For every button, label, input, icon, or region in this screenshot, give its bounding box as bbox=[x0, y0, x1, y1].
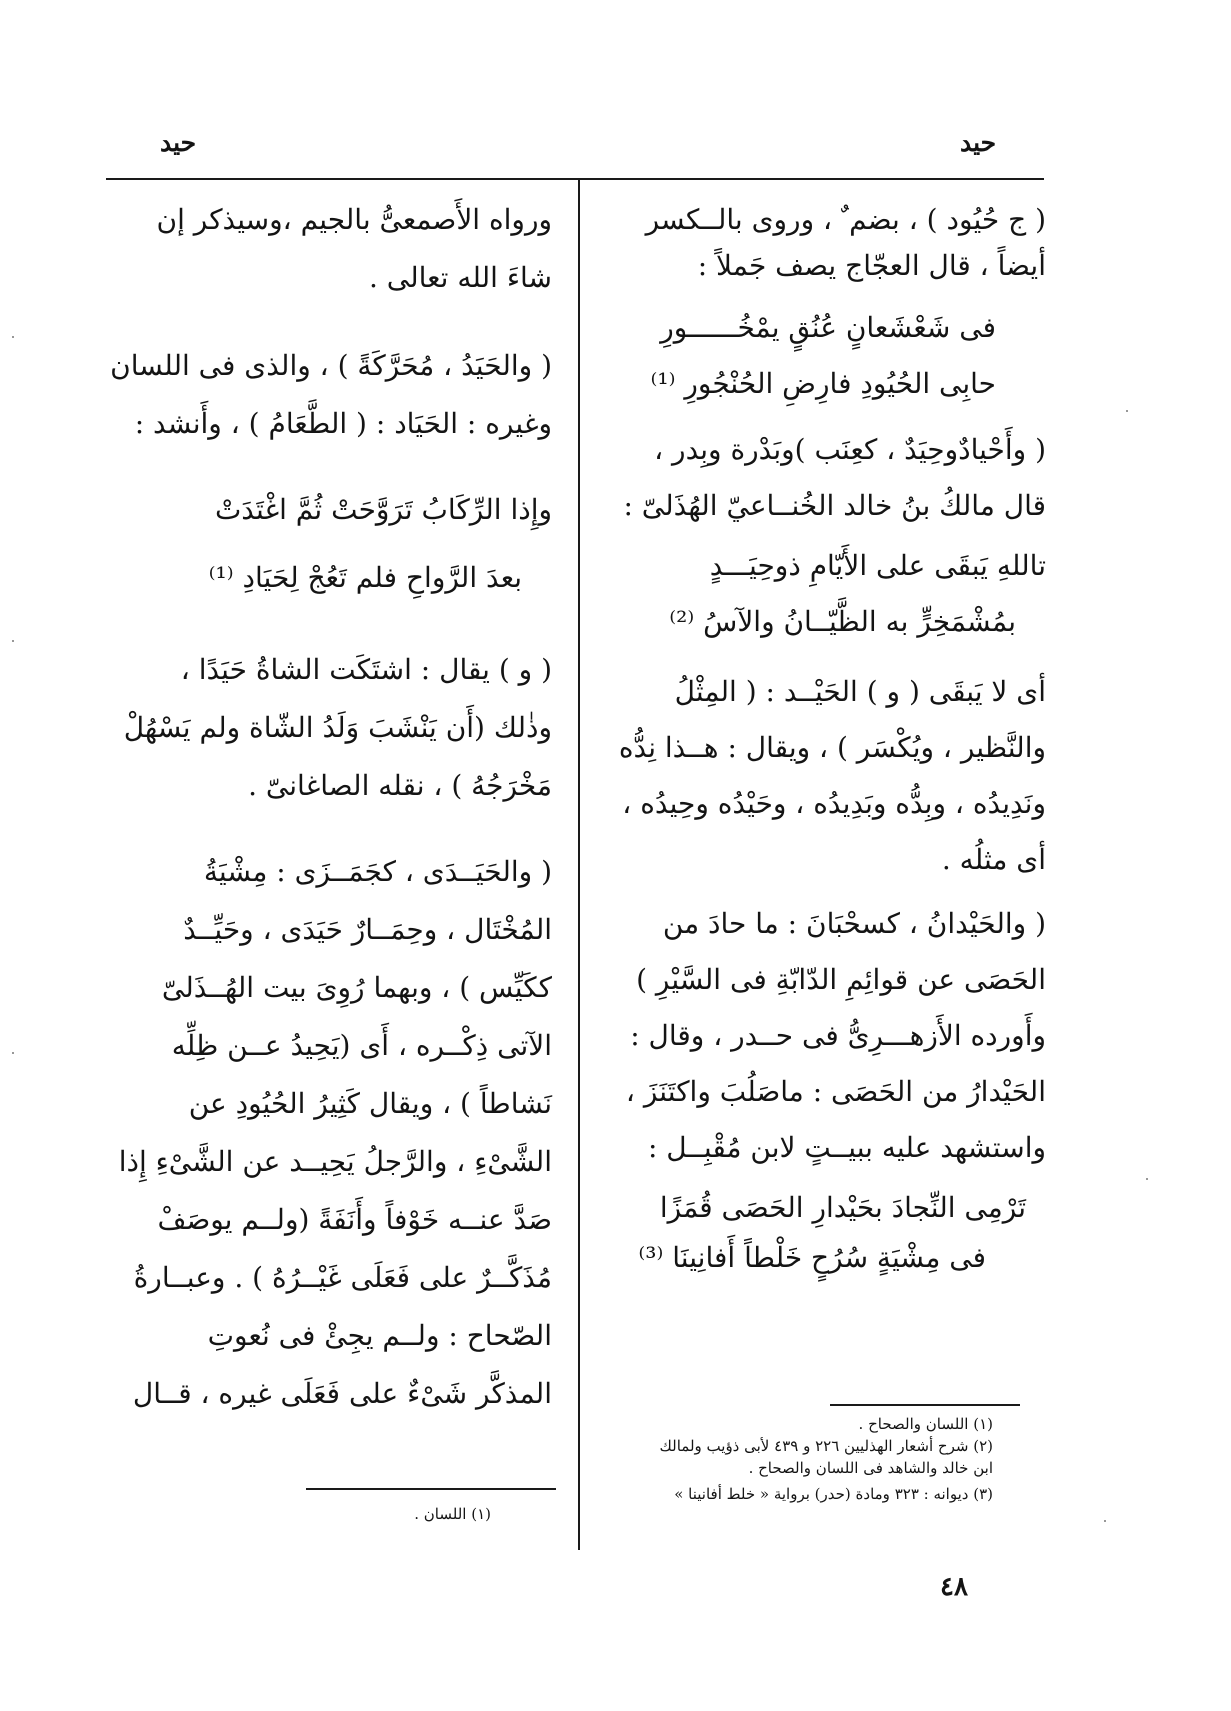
header-rule bbox=[106, 178, 1044, 180]
scan-speck bbox=[12, 336, 14, 338]
scan-speck bbox=[1104, 1520, 1106, 1522]
scan-speck bbox=[12, 640, 14, 642]
text-line: ( والحَيْدانُ ، كسحْبَانَ : ما حادَ من bbox=[662, 907, 1046, 940]
text-line: الآتى ذِكْــره ، أَى (يَحِيدُ عــن ظِلِّه bbox=[171, 1029, 552, 1062]
text-line: مُذَكَّــرٌ على فَعَلَى غَيْــرُهُ ) . وعبــارةُ bbox=[133, 1261, 552, 1294]
footnote-rule-right bbox=[830, 1404, 1020, 1406]
text-line: وغيره : الحَيَاد : ( الطَّعَامُ ) ، وأَنشد : bbox=[134, 407, 552, 440]
footnote: (١) اللسان والصحاح . bbox=[858, 1415, 993, 1433]
text-line: أيضاً ، قال العجّاج يصف جَملاً : bbox=[697, 249, 1046, 282]
footnote: ابن خالد والشاهد فى اللسان والصحاح . bbox=[748, 1459, 993, 1477]
text-line: وأَورده الأَزهـــرِىُّ فى حــدر ، وقال : bbox=[630, 1019, 1046, 1052]
text-line: والنَّظير ، ويُكْسَر ) ، ويقال : هــذا نِدُّه bbox=[618, 731, 1046, 764]
text-line: أى لا يَبقَى ( و ) الحَيْــد : ( المِثْلُ bbox=[674, 675, 1046, 708]
verse-line: بمُشْمَخِرٍّ به الظَّيّــانُ والآسُ ⁽²⁾ bbox=[669, 605, 1016, 638]
footnote: (١) اللسان . bbox=[414, 1505, 491, 1523]
verse-line: فى مِشْيَةٍ سُرُحٍ خَلْطاً أَفانِينَا ⁽³⁾ bbox=[638, 1241, 986, 1274]
footnote: (٢) شرح أشعار الهذليين ٢٢٦ و ٤٣٩ لأبى ذؤيب ولمالك bbox=[659, 1437, 993, 1455]
running-header-left: حيد bbox=[160, 128, 197, 157]
verse-line: تَرْمِى النِّجادَ بحَيْدارِ الحَصَى قُمَزًا bbox=[659, 1191, 1026, 1224]
text-line: ( والحَيَــدَى ، كجَمَــزَى : مِشْيَةُ bbox=[203, 855, 552, 888]
text-line: ككَيِّس ) ، وبهما رُوِىَ بيت الهُــذَلىّ bbox=[161, 971, 552, 1004]
column-divider bbox=[578, 180, 580, 1550]
footnote-rule-left bbox=[306, 1488, 556, 1490]
verse-line: فى شَعْشَعانٍ عُنُقٍ يمْخُــــــورِ bbox=[660, 311, 996, 344]
page-number: ٤٨ bbox=[940, 1572, 968, 1602]
verse-line: وإِذا الرِّكَابُ تَرَوَّحَتْ ثُمَّ اغْتَدَتْ bbox=[214, 493, 552, 526]
text-line: ( وأَحْيادٌوحِيَدٌ ، كعِنَب )وبَدْرة وبِدر ، bbox=[654, 433, 1046, 466]
text-line: ( ج حُيُود ) ، بضم ٌ ، وروى بالــكسر bbox=[645, 203, 1046, 236]
text-line: المذكَّر شَىْءٌ على فَعَلَى غيره ، قــال bbox=[132, 1377, 552, 1410]
text-line: ونَدِيدُه ، وبِدُّه وبَدِيدُه ، وحَيْدُه وحِيدُه ، bbox=[622, 787, 1046, 820]
scan-speck bbox=[12, 1052, 14, 1054]
text-line: شاءَ الله تعالى . bbox=[368, 261, 552, 294]
scan-speck bbox=[1126, 410, 1128, 412]
text-line: ورواه الأَصمعىُّ بالجيم ،وسيذكر إن bbox=[156, 203, 552, 236]
text-line: الحَصَى عن قوائِمِ الدّابّةِ فى السَّيْرِ ) bbox=[636, 963, 1046, 996]
text-line: المُخْتَال ، وحِمَــارٌ حَيَدَى ، وحَيِّــدٌ bbox=[183, 913, 552, 946]
text-line: واستشهد عليه ببيــتٍ لابن مُقْبِــل : bbox=[647, 1131, 1046, 1164]
text-line: مَخْرَجُهُ ) ، نقله الصاغانىّ . bbox=[248, 769, 552, 802]
text-line: الصّحاح : ولــم يجِئْ فى نُعوتِ bbox=[207, 1319, 552, 1352]
text-line: صَدَّ عنــه خَوْفاً وأَنَفَةً (ولــم يوصَفْ bbox=[157, 1203, 552, 1236]
verse-line: تاللهِ يَبقَى على الأَيّامِ ذوحِيَـــدٍ bbox=[709, 549, 1046, 582]
text-line: نَشاطاً ) ، ويقال كَثِيرُ الحُيُودِ عن bbox=[188, 1087, 552, 1120]
verse-line: حابِى الحُيُودِ فارِضِ الحُنْجُورِ ⁽¹⁾ bbox=[650, 367, 996, 400]
running-header-right: حيد bbox=[960, 128, 997, 157]
text-line: أى مثلُه . bbox=[941, 843, 1046, 876]
text-line: ( والحَيَدُ ، مُحَرَّكَةً ) ، والذى فى اللسان bbox=[110, 349, 552, 382]
scan-speck bbox=[1146, 1178, 1148, 1180]
text-line: الحَيْدارُ من الحَصَى : ماصَلُبَ واكتَنَزَ ، bbox=[625, 1075, 1046, 1108]
text-line: قال مالكُ بنُ خالد الخُنــاعيّ الهُذَلىّ : bbox=[623, 489, 1046, 522]
text-line: الشَّىْءِ ، والرَّجلُ يَحِيــد عن الشَّىْءِ إِذا bbox=[118, 1145, 552, 1178]
footnote: (٣) ديوانه : ٣٢٣ ومادة (حدر) برواية « خلط أفانينا » bbox=[674, 1485, 993, 1503]
text-line: وذٰلك (أَن يَنْشَبَ وَلَدُ الشّاة ولم يَسْهُلْ bbox=[123, 711, 552, 744]
verse-line: بعدَ الرَّواحِ فلم تَعُجْ لِحَيَادِ ⁽¹⁾ bbox=[208, 561, 522, 594]
text-line: ( و ) يقال : اشتَكَت الشاةُ حَيَدًا ، bbox=[180, 653, 552, 686]
